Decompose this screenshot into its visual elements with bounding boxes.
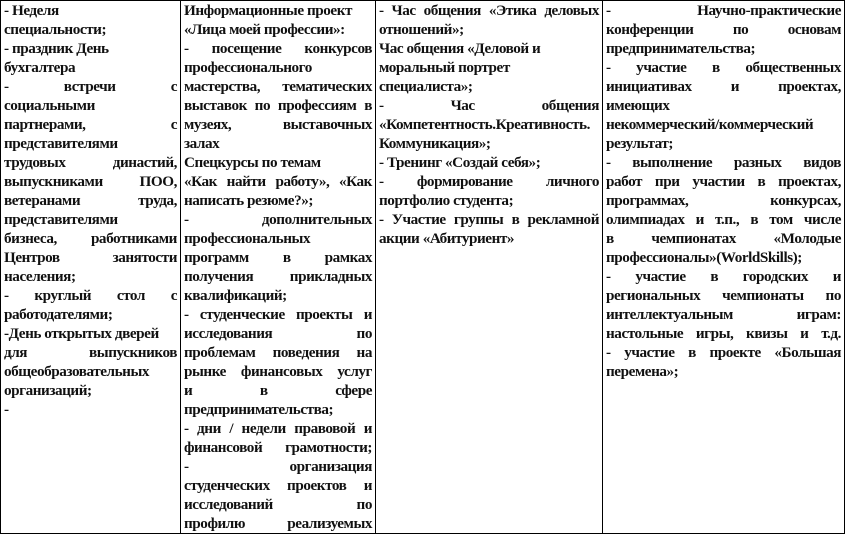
text-line: Коммуникация»;: [379, 135, 491, 152]
text-line: работодателями;: [4, 306, 113, 323]
text-line: портфолио студента;: [379, 192, 514, 209]
text-line: финансовой грамотности;: [184, 439, 372, 456]
text-line: общеобразовательных: [4, 363, 150, 380]
text-line: - дополнительных: [184, 211, 372, 228]
text-line: - встречи с: [4, 78, 177, 95]
text-line: результат;: [606, 135, 674, 152]
text-line: настольные игры, квизы и т.д.: [606, 325, 841, 342]
cell-text: [184, 1, 372, 533]
text-line: - Участие группы в рекламной: [379, 211, 599, 228]
text-line: специалиста»;: [379, 78, 473, 95]
text-line: акции «Абитуриент»: [379, 230, 515, 247]
text-line: проблемам поведения на: [184, 344, 372, 361]
cell-text: [379, 1, 599, 248]
text-line: - Час общения «Этика деловых: [379, 2, 599, 19]
text-line: - формирование личного: [379, 173, 599, 190]
cell-text: [606, 1, 841, 381]
text-line: исследования по: [184, 325, 372, 342]
text-line: -: [4, 401, 9, 418]
text-line: профессионалы»(WorldSkills);: [606, 249, 802, 266]
text-line: специальности;: [4, 21, 107, 38]
text-line: перемена»;: [606, 363, 679, 380]
text-line: моральный портрет: [379, 59, 510, 76]
text-line: Час общения «Деловой и: [379, 40, 541, 57]
text-line: интеллектуальным играм:: [606, 306, 841, 323]
text-line: населения;: [4, 268, 76, 285]
text-line: - праздник День: [4, 40, 109, 57]
text-line: написать резюме?»;: [184, 192, 313, 209]
text-line: получения прикладных: [184, 268, 372, 285]
text-line: организаций;: [4, 382, 92, 399]
text-line: программах, конкурсах,: [606, 192, 841, 209]
text-line: ветеранами труда,: [4, 192, 177, 209]
text-line: предпринимательства;: [184, 401, 334, 418]
cell-text: [4, 1, 177, 419]
text-line: профессионального: [184, 59, 312, 76]
text-line: и в сфере: [184, 382, 372, 399]
text-line: - Тренинг «Создай себя»;: [379, 154, 541, 171]
text-line: представителями: [4, 211, 118, 228]
text-line: имеющих: [606, 97, 670, 114]
text-line: Спецкурсы по темам: [184, 154, 321, 171]
text-line: - участие в общественных: [606, 59, 841, 76]
text-line: - студенческие проекты и: [184, 306, 372, 323]
text-line: профилю реализуемых: [184, 515, 372, 532]
text-line: региональных чемпионаты по: [606, 287, 841, 304]
text-line: олимпиадах и т.п., в том числе: [606, 211, 841, 228]
text-line: - Научно-практические: [606, 2, 841, 19]
text-line: бизнеса, работниками: [4, 230, 177, 247]
text-line: некоммерческий/коммерческий: [606, 116, 814, 133]
text-line: конференции по основам: [606, 21, 841, 38]
text-line: инициативах и проектах,: [606, 78, 841, 95]
text-line: Информационные проект: [184, 2, 353, 19]
text-line: мастерства, тематических: [184, 78, 372, 95]
text-line: - посещение конкурсов: [184, 40, 372, 57]
text-line: - дни / недели правовой и: [184, 420, 372, 437]
text-line: студенческих проектов и: [184, 477, 372, 494]
text-line: предпринимательства;: [606, 40, 756, 57]
text-line: - организация: [184, 458, 372, 475]
text-line: для выпускников: [4, 344, 177, 361]
text-line: Центров занятости: [4, 249, 177, 266]
text-line: социальными: [4, 97, 95, 114]
text-line: рынке финансовых услуг: [184, 363, 372, 380]
table-cell-column-3: [376, 1, 603, 534]
text-line: музеях, выставочных: [184, 116, 372, 133]
text-line: «Как найти работу», «Как: [184, 173, 372, 190]
text-line: - Час общения: [379, 97, 599, 114]
text-line: отношений»;: [379, 21, 464, 38]
text-line: выставок по профессиям в: [184, 97, 372, 114]
text-line: - участие в проекте «Большая: [606, 344, 841, 361]
text-line: в чемпионатах «Молодые: [606, 230, 841, 247]
text-line: партнерами, с: [4, 116, 177, 133]
table-cell-column-2: [181, 1, 376, 534]
text-line: «Компетентность.Креативность.: [379, 116, 590, 133]
text-line: работ при участии в проектах,: [606, 173, 841, 190]
text-line: -День открытых дверей: [4, 325, 159, 342]
text-line: исследований по: [184, 496, 372, 513]
text-line: - круглый стол с: [4, 287, 177, 304]
text-line: - участие в городских и: [606, 268, 841, 285]
text-line: - выполнение разных видов: [606, 154, 841, 171]
text-line: бухгалтера: [4, 59, 76, 76]
text-line: залах: [184, 135, 220, 152]
text-line: - Неделя: [4, 2, 59, 19]
text-line: квалификаций;: [184, 287, 287, 304]
text-line: «Лица моей профессии»:: [184, 21, 345, 38]
text-line: выпускниками ПОО,: [4, 173, 177, 190]
text-line: программ в рамках: [184, 249, 372, 266]
text-line: трудовых династий,: [4, 154, 177, 171]
table-cell-column-4: [603, 1, 845, 534]
text-line: представителями: [4, 135, 118, 152]
table-row: [1, 1, 845, 534]
text-line: профессиональных: [184, 230, 311, 247]
table-cell-column-1: [1, 1, 181, 534]
